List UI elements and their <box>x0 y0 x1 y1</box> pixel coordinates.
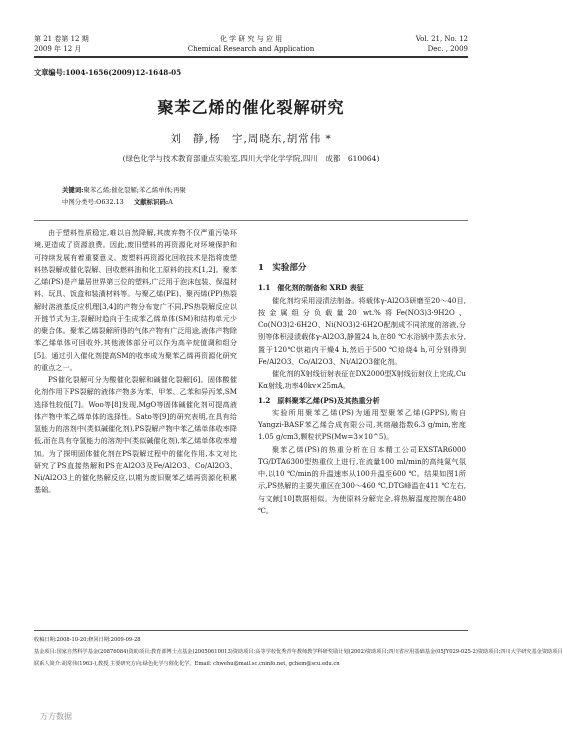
header-divider <box>34 56 468 58</box>
keywords-value: 聚苯乙烯;催化裂解;苯乙烯单体;再聚 <box>83 186 186 194</box>
subsection-1-1-paragraph-2: 催化剂的X射线衍射表征在DX2000型X射线衍射仪上完成,Cu Kα射线,功率40kv×25mA。 <box>258 369 466 391</box>
right-column <box>258 262 466 517</box>
subsection-1-1-heading: 1.1 催化剂的制备和 XRD 表征 <box>258 283 364 293</box>
keywords-line <box>62 184 186 196</box>
header-vol-no: Vol. 21, No. 12 <box>415 35 468 43</box>
footnotes <box>34 634 563 670</box>
paper-authors: 刘 静,杨 宇,周晓东,胡常伟 * <box>170 133 332 145</box>
clc-value: O632.13 <box>96 198 124 206</box>
section-experimental-heading: 1 实验部分 <box>258 263 307 273</box>
left-column <box>34 227 237 497</box>
clc-label: 中图分类号: <box>62 198 97 206</box>
keywords-label: 关键词: <box>62 186 84 194</box>
abstract-divider <box>34 220 468 221</box>
header-journal-en: Chemical Research and Application <box>187 45 315 53</box>
doc-code-label: 文献标识码: <box>133 198 169 206</box>
footnote-funding: 基金项目:国家自然科学基金(20876084)资助项目;教育部博士点基金(20050610013)资助项目;高等学校优秀青年教师教学科研奖励计划(2002)资助项目;四川省应用基础基金(05JY029-025-2)资助项目;四川大学研究基金资助项目 <box>34 649 563 655</box>
watermark: 万方数据 <box>40 712 72 721</box>
footnote-contact: 联系人简介:胡常伟(1963-),教授,主要研究方向:绿色化学与催化化学。Email: chwehu@mail.sc.cninfo.net, gchem@scu.edu.cn <box>34 661 340 667</box>
intro-paragraph-2: PS催化裂解可分为酸催化裂解和碱催化裂解[6]。固体酸催化剂作用下PS裂解的液体产物多为苯、甲苯、乙苯和异丙苯,SM选择性较低[7]。Woo等[8]发现,MgO等固体碱催化剂可提高液体产物中苯乙烯单体的选择性。Sato等[9]的研究表明,在具有给氢能力的溶剂中(类似碱催化剂),PS裂解产物中苯乙烯单体收率降低,而在具有夺氢能力的溶剂中(类似碱催化剂),苯乙烯单体收率增加。为了探明固体催化剂在PS裂解过程中的催化作用,本文对比研究了PS直接热解和PS在Al2O3及Fe/Al2O3、Co/Al2O3、Ni/Al2O3上的催化热解反应,以期为废旧聚苯乙烯再资源化积累基础。 <box>34 375 237 495</box>
keywords-block <box>62 184 186 208</box>
header-journal-cn: 化 学 研 究 与 应 用 <box>219 35 283 43</box>
classification-line <box>62 196 186 208</box>
article-id: 文章编号:1004-1656(2009)12-1648-05 <box>34 68 182 77</box>
header-volume-en <box>416 34 468 54</box>
footnote-divider <box>34 630 468 631</box>
paper-title: 聚苯乙烯的催化裂解研究 <box>157 98 345 117</box>
subsection-1-2-paragraph-2: 聚苯乙烯(PS)的热重分析在日本精工公司EXSTAR6000 TG/DTA6300型热重仪上进行,在流量100 ml/min的高纯氮气氛中,以10 ℃/min的升温速率从100升温至600 ℃。结果如图1所示,PS热解的主要失重区在300～460 ℃,DTG峰温在411 ℃左右,与文献[10]数据相似。为使原料分解完全,将热解温度控制在480 ℃。 <box>258 444 466 515</box>
intro-paragraph-1: 由于塑料性质稳定,难以自然降解,其废弃物不仅严重污染环境,更造成了资源浪费。因此,废旧塑料的再资源化对环境保护和可持续发展有着重要意义。废塑料再资源化回收技术是指将废塑料热裂解或催化裂解、回收燃料油和化工原料的技术[1,2]。聚苯乙烯(PS)是产量居世界第三位的塑料,广泛用于泡沫包装、保温材料、玩具、饭盒和装潢材料等。与聚乙烯(PE)、聚丙烯(PP)热裂解时溶液基反应机理[3,4]的产物分布宽广不同,PS热裂解反应以开链节式为主,裂解时趋向于生成苯乙烯单体(SM)和结构单元少的聚合体。聚苯乙烯裂解所得的气体产物有广泛用途,液体产物除苯乙烯单体可回收外,其他液体部分可以作为高辛烷值调和组分[5]。通过引入催化剂提高SM的收率成为聚苯乙烯再资源化研究的重点之一。 <box>34 228 237 372</box>
footnote-received: 收稿日期:2008-10-20;修回日期:2009-09-28 <box>34 637 141 643</box>
doc-code-value: A <box>168 198 173 206</box>
header-date-en: Dec. , 2009 <box>427 45 468 53</box>
subsection-1-1-paragraph-1: 催化剂均采用浸渍法制备。将载体γ-Al2O3研磨至20～40目,按金属组分负载量20 wt.%将Fe(NO3)3·9H2O、Co(NO3)2·6H2O、Ni(NO3)2·6H2O配制成不同浓度的溶液,分别等体积浸渍载体γ-Al2O3,静置24 h,在80 ℃水浴锅中蒸去水分,置于120℃烘箱内干燥4 h,然后于500 ℃焙烧4 h,可分别得到Fe/Al2O3、Co/Al2O3、Ni/Al2O3催化剂。 <box>258 295 466 366</box>
paper-affiliation: (绿色化学与技术教育部重点实验室,四川大学化学学院,四川 成都 610064) <box>122 154 380 163</box>
subsection-1-2-heading: 1.2 原料聚苯乙烯(PS)及其热重分析 <box>258 395 380 405</box>
header-date: 2009 年 12 月 <box>34 45 82 53</box>
header-volume-issue: 第 21 卷第 12 期 <box>34 35 89 43</box>
subsection-1-2-paragraph-1: 实验所用聚苯乙烯(PS)为通用型聚苯乙烯(GPPS),购自Yangzi-BASF苯乙烯合成有限公司,其熔融指数6.3 g/min,密度1.05 g/cm3,颗粒状PS(Mw=3×10^5)。 <box>258 407 466 442</box>
